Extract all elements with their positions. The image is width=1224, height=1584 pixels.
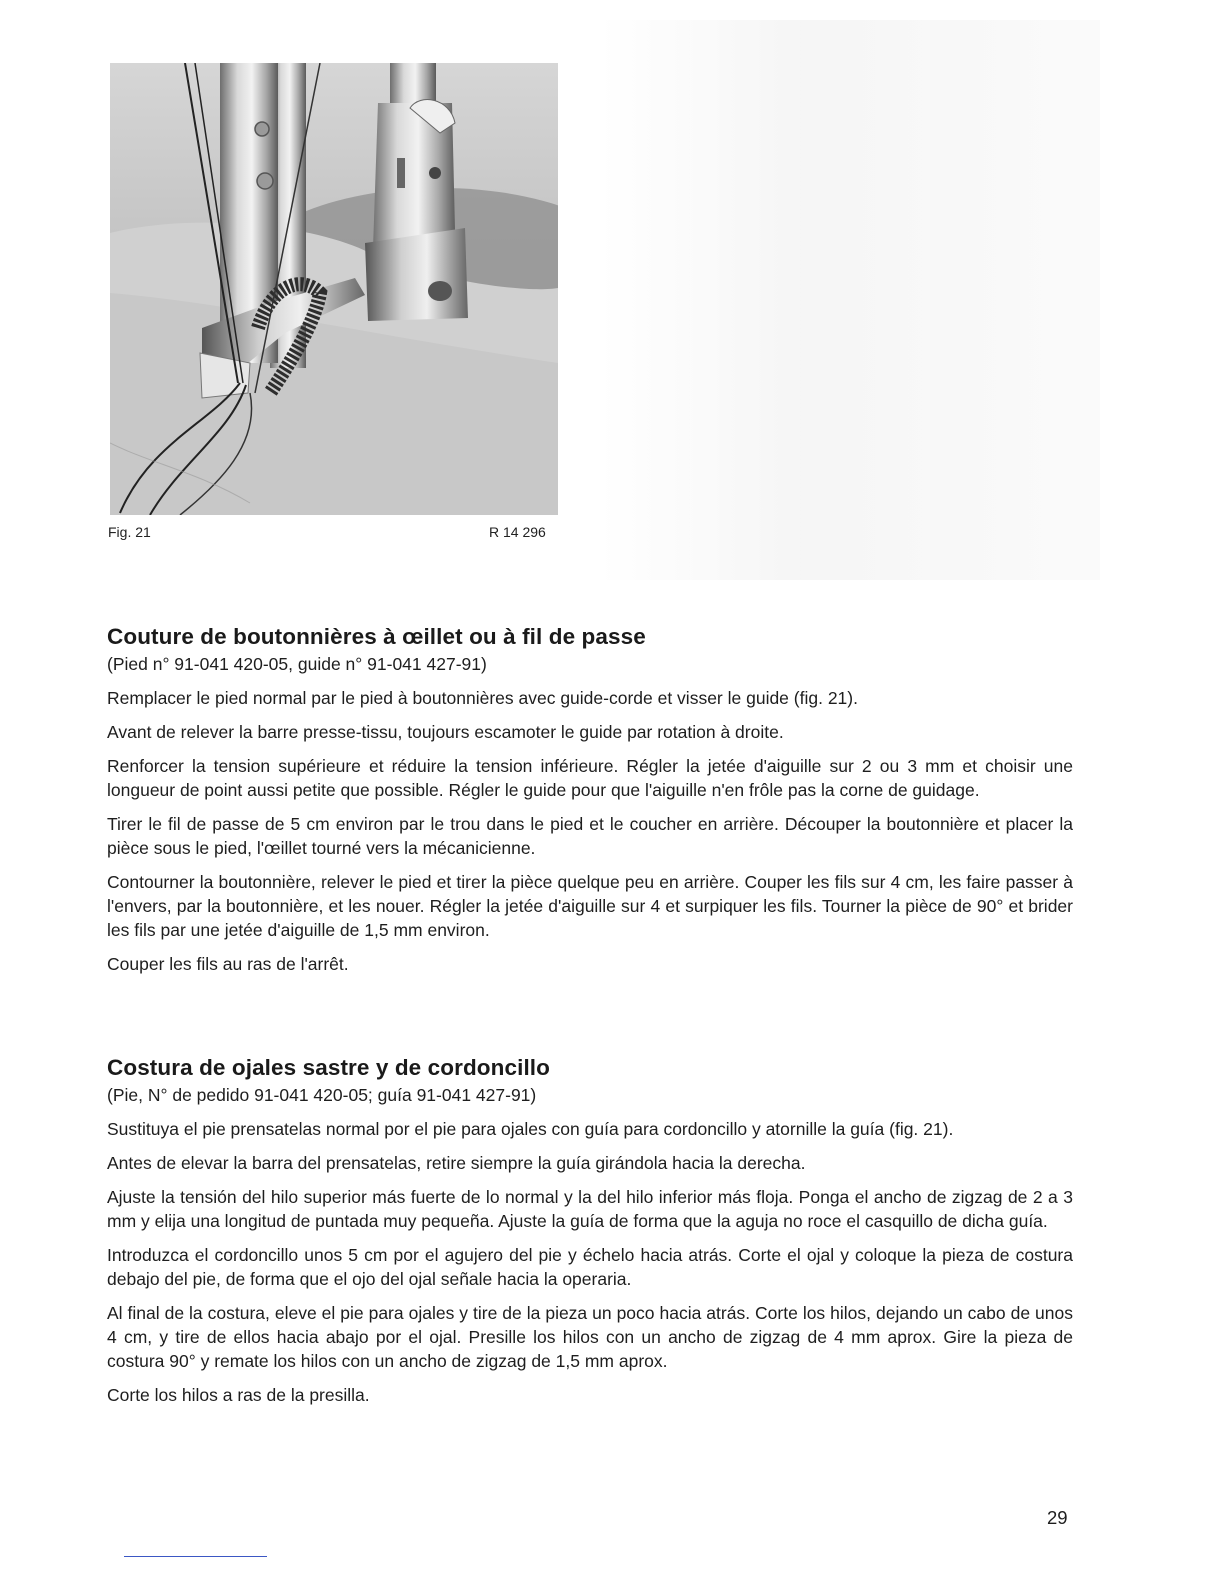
section-title-fr: Couture de boutonnières à œillet ou à fil de passe	[107, 624, 646, 649]
section-subtitle-fr: (Pied n° 91-041 420-05, guide n° 91-041 427-91)	[107, 654, 487, 674]
paragraph-es-5: Al final de la costura, eleve el pie para ojales y tire de la pieza un poco hacia atrás. Corte los hilos, dejando un cabo de unos 4 cm, y tire de ellos hacia abajo por el ojal. Presille los hilos con un ancho de zigzag de 4 mm aprox. Gire la pieza de costura 90° y remate los hilos con un ancho de zigzag de 1,5 mm aprox.	[107, 1303, 1073, 1371]
bottom-rule	[124, 1556, 267, 1557]
paragraph-fr-5: Contourner la boutonnière, relever le pied et tirer la pièce quelque peu en arrière. Couper les fils sur 4 cm, les faire passer à l'envers, par la boutonnière, et les nouer. Régler la jetée d'aiguille sur 4 et surpiquer les fils. Tourner la pièce de 90° et brider les fils par une jetée d'aiguille de 1,5 mm environ.	[107, 872, 1073, 940]
paragraph-fr-2: Avant de relever la barre presse-tissu, toujours escamoter le guide par rotation à droite.	[107, 722, 784, 742]
section-french	[107, 622, 1073, 986]
section-subtitle-es: (Pie, N° de pedido 91-041 420-05; guía 91-041 427-91)	[107, 1085, 537, 1105]
figure-label: Fig. 21	[108, 524, 151, 540]
paragraph-es-2: Antes de elevar la barra del prensatelas, retire siempre la guía girándola hacia la derecha.	[107, 1153, 806, 1173]
figure-reference: R 14 296	[489, 524, 546, 540]
bleed-through-shadow	[600, 20, 1100, 580]
sewing-foot-illustration	[110, 63, 558, 515]
paragraph-es-1: Sustituya el pie prensatelas normal por el pie para ojales con guía para cordoncillo y atornille la guía (fig. 21).	[107, 1119, 954, 1139]
figure-21-photo	[110, 63, 558, 515]
section-title-es: Costura de ojales sastre y de cordoncillo	[107, 1055, 550, 1080]
paragraph-es-4: Introduzca el cordoncillo unos 5 cm por el agujero del pie y échelo hacia atrás. Corte el ojal y coloque la pieza de costura debajo del pie, de forma que el ojo del ojal señale hacia la operaria.	[107, 1245, 1073, 1289]
paragraph-es-6: Corte los hilos a ras de la presilla.	[107, 1385, 370, 1405]
section-spanish	[107, 1053, 1073, 1417]
paragraph-fr-3: Renforcer la tension supérieure et réduire la tension inférieure. Régler la jetée d'aiguille sur 2 ou 3 mm et choisir une longueur de point aussi petite que possible. Régler le guide pour que l'aiguille n'en frôle pas la corne de guidage.	[107, 756, 1073, 800]
page-number: 29	[1047, 1507, 1068, 1528]
paragraph-es-3: Ajuste la tensión del hilo superior más fuerte de lo normal y la del hilo inferior más floja. Ponga el ancho de zigzag de 2 a 3 mm y elija una longitud de puntada muy pequeña. Ajuste la guía de forma que la aguja no roce el casquillo de dicha guía.	[107, 1187, 1073, 1231]
paragraph-fr-4: Tirer le fil de passe de 5 cm environ par le trou dans le pied et le coucher en arrière. Découper la boutonnière et placer la pièce sous le pied, l'œillet tourné vers la mécanicienne.	[107, 814, 1073, 858]
paragraph-fr-6: Couper les fils au ras de l'arrêt.	[107, 954, 349, 974]
paragraph-fr-1: Remplacer le pied normal par le pied à boutonnières avec guide-corde et visser le guide (fig. 21).	[107, 688, 858, 708]
